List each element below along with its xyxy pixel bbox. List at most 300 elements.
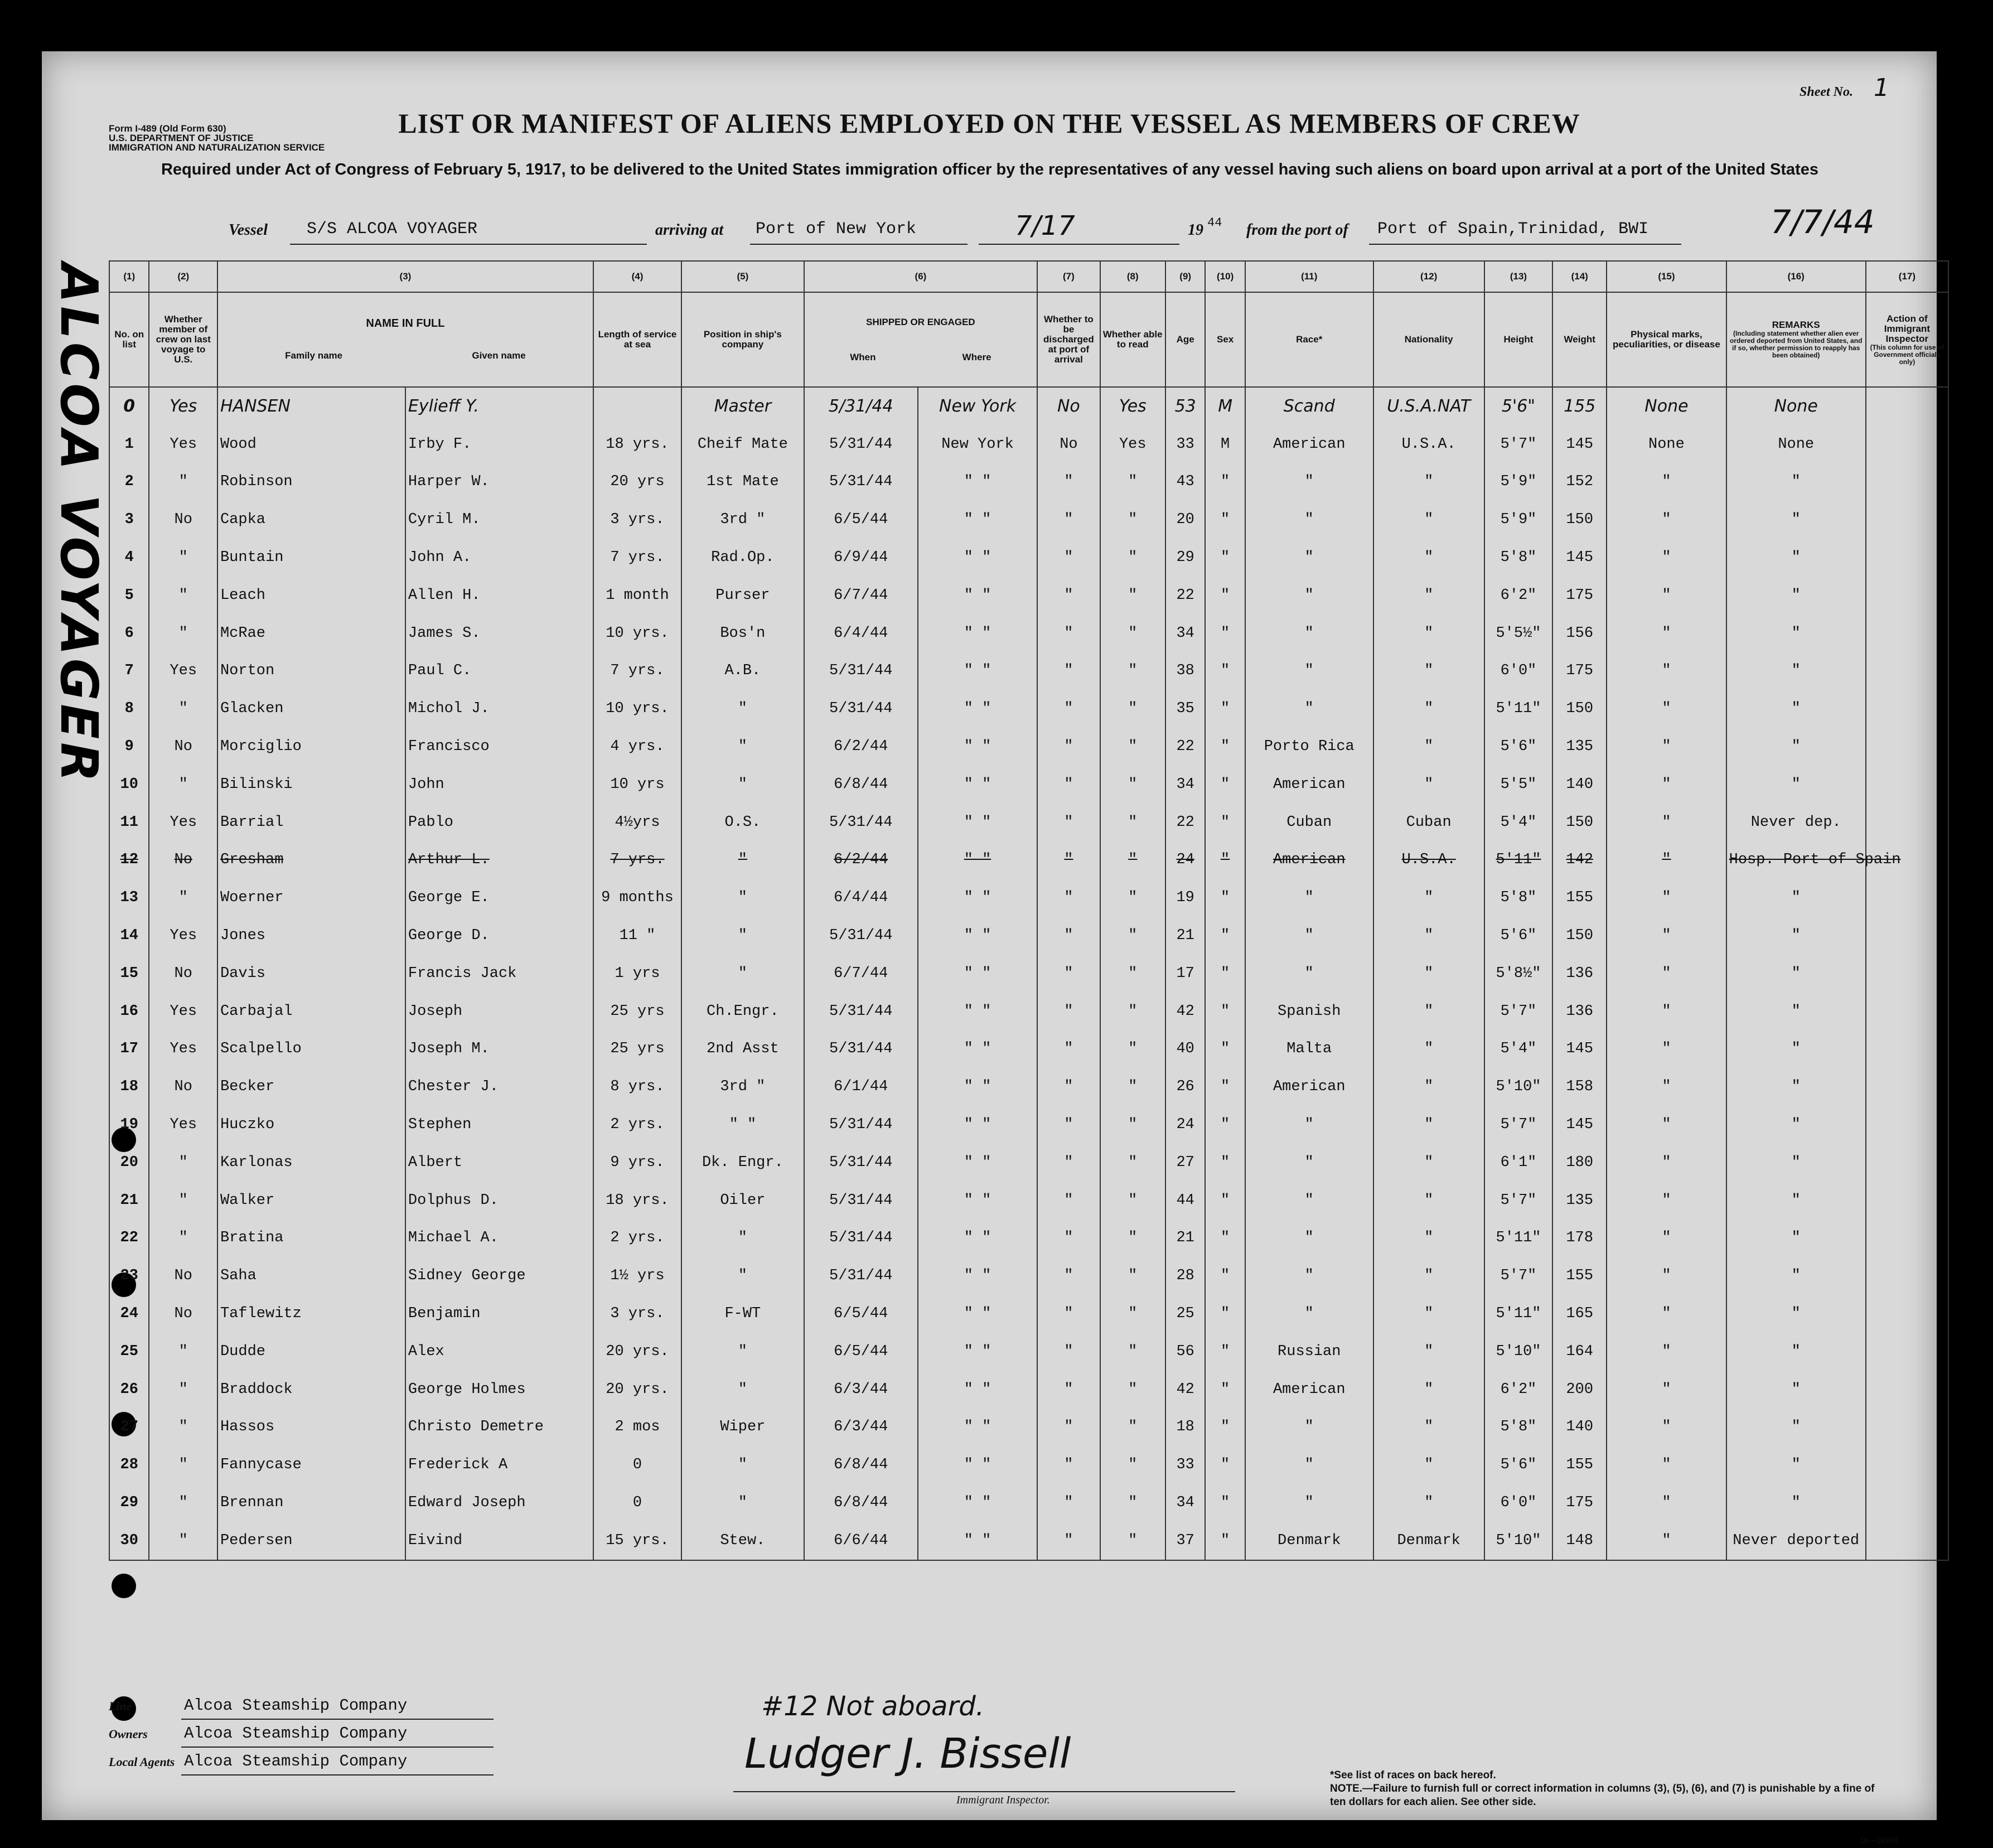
cell-able-to-read: " [1100, 804, 1165, 841]
cell-length-of-service: 9 yrs. [593, 1144, 681, 1182]
cell-physical-marks: " [1607, 1371, 1726, 1409]
table-row [109, 993, 1948, 1031]
cell-nationality: " [1373, 539, 1484, 577]
cell-age: 21 [1165, 917, 1205, 955]
cell-able-to-read: " [1100, 1068, 1165, 1106]
cell-action [1866, 1144, 1948, 1182]
table-row [109, 501, 1948, 539]
cell-given-name: John [405, 766, 593, 804]
cell-position: " [681, 690, 804, 728]
cell-physical-marks: " [1607, 993, 1726, 1031]
cell-shipped-where: " " [918, 539, 1037, 577]
cell-sex: " [1205, 879, 1245, 917]
cell-race: " [1245, 615, 1373, 652]
cell-shipped-where: " " [918, 1220, 1037, 1257]
col-header-6: (6) [804, 261, 1038, 292]
cell-given-name: George D. [405, 917, 593, 955]
cell-physical-marks: " [1607, 766, 1726, 804]
cell-action [1866, 615, 1948, 652]
arriving-port: Port of New York [756, 220, 917, 239]
cell-row-number: 1 [109, 425, 149, 463]
from-port-label: from the port of [1246, 221, 1348, 239]
table-row [109, 1106, 1948, 1144]
cell-nationality: " [1373, 917, 1484, 955]
cell-position: " [681, 728, 804, 766]
cell-remarks: " [1726, 1144, 1866, 1182]
cell-family-name: Karlonas [217, 1144, 405, 1182]
crew-manifest-table [109, 260, 1949, 1561]
cell-discharged: " [1037, 1484, 1100, 1522]
cell-shipped-when: 6/1/44 [804, 1068, 918, 1106]
cell-shipped-when: 6/3/44 [804, 1409, 918, 1447]
header-given-name: Given name [472, 350, 526, 361]
table-row [109, 879, 1948, 917]
cell-row-number: 24 [109, 1295, 149, 1333]
cell-given-name: Sidney George [405, 1257, 593, 1295]
header-position: Position in ship's company [681, 292, 804, 387]
cell-length-of-service: 11 " [593, 917, 681, 955]
cell-height: 5'7" [1484, 1106, 1553, 1144]
cell-sex: " [1205, 1484, 1245, 1522]
cell-height: 5'4" [1484, 804, 1553, 841]
manifest-sheet [42, 51, 1944, 1845]
cell-sex: " [1205, 955, 1245, 993]
cell-age: 22 [1165, 577, 1205, 615]
cell-shipped-when: 5/31/44 [804, 917, 918, 955]
cell-action [1866, 917, 1948, 955]
col-header-15: (15) [1607, 261, 1726, 292]
cell-shipped-where: " " [918, 1182, 1037, 1220]
cell-physical-marks: " [1607, 1522, 1726, 1560]
cell-physical-marks: " [1607, 1295, 1726, 1333]
cell-able-to-read: Yes [1100, 425, 1165, 463]
header-family-name: Family name [285, 350, 343, 361]
cell-weight: 175 [1552, 652, 1607, 690]
cell-remarks: " [1726, 917, 1866, 955]
cell-age: 38 [1165, 652, 1205, 690]
cell-length-of-service: 2 yrs. [593, 1106, 681, 1144]
cell-row-number: 6 [109, 615, 149, 652]
cell-shipped-when: 5/31/44 [804, 1257, 918, 1295]
cell-previous-voyage: No [149, 1257, 217, 1295]
cell-weight: 180 [1552, 1144, 1607, 1182]
cell-age: 42 [1165, 1371, 1205, 1409]
cell-nationality: " [1373, 1409, 1484, 1447]
cell-able-to-read: " [1100, 690, 1165, 728]
cell-length-of-service: 7 yrs. [593, 539, 681, 577]
cell-position: " [681, 1484, 804, 1522]
cell-height: 5'7" [1484, 993, 1553, 1031]
cell-family-name: McRae [217, 615, 405, 652]
cell-family-name: Pedersen [217, 1522, 405, 1560]
cell-able-to-read: " [1100, 879, 1165, 917]
cell-action [1866, 1106, 1948, 1144]
table-row [109, 917, 1948, 955]
cell-height: 5'6" [1484, 728, 1553, 766]
cell-given-name: Albert [405, 1144, 593, 1182]
footer-note-races: *See list of races on back hereof. [1330, 1769, 1496, 1781]
cell-nationality: " [1373, 501, 1484, 539]
cell-able-to-read: Yes [1100, 387, 1165, 425]
header-height: Height [1484, 292, 1553, 387]
cell-race: Cuban [1245, 804, 1373, 841]
cell-physical-marks: " [1607, 1484, 1726, 1522]
cell-length-of-service: 20 yrs. [593, 1371, 681, 1409]
cell-length-of-service: 3 yrs. [593, 1295, 681, 1333]
cell-height: 5'4" [1484, 1031, 1553, 1068]
cell-row-number: 12 [109, 841, 149, 879]
cell-height: 5'10" [1484, 1068, 1553, 1106]
cell-shipped-where: " " [918, 841, 1037, 879]
cell-discharged: No [1037, 425, 1100, 463]
cell-shipped-when: 6/4/44 [804, 879, 918, 917]
header-action: Action of Immigrant Inspector (This column for use of Government officials only) [1866, 292, 1948, 387]
cell-remarks: " [1726, 577, 1866, 615]
cell-race: " [1245, 917, 1373, 955]
from-port: Port of Spain,Trinidad, BWI [1377, 220, 1649, 239]
cell-previous-voyage: Yes [149, 1106, 217, 1144]
table-row [109, 577, 1948, 615]
cell-sex: M [1205, 387, 1245, 425]
cell-length-of-service: 4½yrs [593, 804, 681, 841]
cell-able-to-read: " [1100, 1295, 1165, 1333]
cell-discharged: " [1037, 1257, 1100, 1295]
cell-able-to-read: " [1100, 1484, 1165, 1522]
cell-shipped-when: 5/31/44 [804, 690, 918, 728]
signature-line [733, 1791, 1235, 1792]
cell-shipped-where: " " [918, 1257, 1037, 1295]
cell-length-of-service: 18 yrs. [593, 425, 681, 463]
cell-previous-voyage: " [149, 577, 217, 615]
cell-remarks: " [1726, 1409, 1866, 1447]
cell-family-name: Barrial [217, 804, 405, 841]
cell-able-to-read: " [1100, 917, 1165, 955]
cell-height: 5'10" [1484, 1333, 1553, 1371]
header-weight: Weight [1552, 292, 1607, 387]
cell-previous-voyage: " [149, 1446, 217, 1484]
cell-row-number: 22 [109, 1220, 149, 1257]
cell-given-name: Dolphus D. [405, 1182, 593, 1220]
cell-shipped-when: 6/3/44 [804, 1371, 918, 1409]
cell-length-of-service: 2 mos [593, 1409, 681, 1447]
header-where: Where [962, 351, 991, 362]
cell-previous-voyage: " [149, 1182, 217, 1220]
cell-family-name: HANSEN [217, 387, 405, 425]
cell-shipped-when: 5/31/44 [804, 1220, 918, 1257]
cell-shipped-when: 6/8/44 [804, 766, 918, 804]
header-nationality: Nationality [1373, 292, 1484, 387]
cell-height: 5'5" [1484, 766, 1553, 804]
cell-able-to-read: " [1100, 1522, 1165, 1560]
cell-shipped-where: " " [918, 955, 1037, 993]
line-value: Alcoa Steamship Company [184, 1696, 408, 1715]
cell-race: " [1245, 1484, 1373, 1522]
cell-age: 28 [1165, 1257, 1205, 1295]
cell-weight: 150 [1552, 917, 1607, 955]
cell-weight: 155 [1552, 387, 1607, 425]
cell-height: 5'11" [1484, 1220, 1553, 1257]
cell-sex: " [1205, 1371, 1245, 1409]
cell-position: Wiper [681, 1409, 804, 1447]
cell-able-to-read: " [1100, 1220, 1165, 1257]
cell-action [1866, 690, 1948, 728]
cell-row-number: 0 [109, 387, 149, 425]
cell-race: American [1245, 1371, 1373, 1409]
col-header-7: (7) [1037, 261, 1100, 292]
cell-row-number: 28 [109, 1446, 149, 1484]
cell-shipped-where: " " [918, 804, 1037, 841]
col-header-5: (5) [681, 261, 804, 292]
cell-given-name: Christo Demetre [405, 1409, 593, 1447]
cell-shipped-when: 6/4/44 [804, 615, 918, 652]
cell-race: Spanish [1245, 993, 1373, 1031]
cell-previous-voyage: Yes [149, 804, 217, 841]
cell-action [1866, 1409, 1948, 1447]
cell-physical-marks: " [1607, 1257, 1726, 1295]
cell-previous-voyage: No [149, 955, 217, 993]
cell-discharged: " [1037, 539, 1100, 577]
sheet-label: Sheet No. [1799, 85, 1853, 99]
cell-able-to-read: " [1100, 652, 1165, 690]
cell-previous-voyage: " [149, 1333, 217, 1371]
cell-given-name: Pablo [405, 804, 593, 841]
cell-weight: 140 [1552, 766, 1607, 804]
cell-age: 19 [1165, 879, 1205, 917]
cell-length-of-service: 18 yrs. [593, 1182, 681, 1220]
page-subtitle: Required under Act of Congress of February 5, 1917, to be delivered to the United States immigration officer by the representatives of any vessel having such aliens on board upon arrival at a port of the United States [161, 161, 1819, 178]
cell-row-number: 25 [109, 1333, 149, 1371]
cell-position: O.S. [681, 804, 804, 841]
cell-family-name: Glacken [217, 690, 405, 728]
table-row [109, 1333, 1948, 1371]
header-remarks: REMARKS (Including statement whether alien ever ordered deported from United States, and if so, whether permission to reapply has been obtained) [1726, 292, 1866, 387]
cell-nationality: " [1373, 1371, 1484, 1409]
cell-weight: 175 [1552, 1484, 1607, 1522]
cell-remarks: " [1726, 501, 1866, 539]
cell-age: 40 [1165, 1031, 1205, 1068]
cell-age: 18 [1165, 1409, 1205, 1447]
cell-action [1866, 425, 1948, 463]
cell-length-of-service: 1 month [593, 577, 681, 615]
cell-length-of-service: 10 yrs [593, 766, 681, 804]
cell-discharged: " [1037, 577, 1100, 615]
cell-shipped-when: 6/7/44 [804, 955, 918, 993]
cell-discharged: " [1037, 841, 1100, 879]
cell-age: 33 [1165, 1446, 1205, 1484]
cell-race: " [1245, 1220, 1373, 1257]
cell-shipped-when: 5/31/44 [804, 652, 918, 690]
arrival-date: 7/17 [1015, 210, 1075, 241]
cell-family-name: Brennan [217, 1484, 405, 1522]
cell-nationality: " [1373, 1257, 1484, 1295]
cell-discharged: " [1037, 879, 1100, 917]
cell-position: " [681, 955, 804, 993]
cell-height: 5'7" [1484, 1182, 1553, 1220]
cell-able-to-read: " [1100, 501, 1165, 539]
cell-family-name: Robinson [217, 463, 405, 501]
cell-physical-marks: " [1607, 652, 1726, 690]
cell-remarks: " [1726, 766, 1866, 804]
col-header-10: (10) [1205, 261, 1245, 292]
owners-label: Owners [109, 1727, 148, 1741]
print-code: 16—19249 [1860, 1836, 1898, 1845]
cell-physical-marks: " [1607, 463, 1726, 501]
service-name: IMMIGRATION AND NATURALIZATION SERVICE [109, 142, 325, 153]
cell-family-name: Jones [217, 917, 405, 955]
cell-race: " [1245, 1295, 1373, 1333]
cell-able-to-read: " [1100, 577, 1165, 615]
vessel-name: S/S ALCOA VOYAGER [307, 220, 478, 239]
cell-nationality: " [1373, 1144, 1484, 1182]
table-row [109, 1446, 1948, 1484]
cell-row-number: 26 [109, 1371, 149, 1409]
cell-remarks: None [1726, 387, 1866, 425]
cell-nationality: U.S.A.NAT [1373, 387, 1484, 425]
cell-row-number: 19 [109, 1106, 149, 1144]
cell-given-name: Harper W. [405, 463, 593, 501]
cell-family-name: Gresham [217, 841, 405, 879]
cell-discharged: " [1037, 690, 1100, 728]
cell-weight: 155 [1552, 1257, 1607, 1295]
header-length-service: Length of service at sea [593, 292, 681, 387]
cell-row-number: 3 [109, 501, 149, 539]
cell-remarks: " [1726, 955, 1866, 993]
cell-remarks: " [1726, 1371, 1866, 1409]
cell-weight: 150 [1552, 804, 1607, 841]
cell-family-name: Buntain [217, 539, 405, 577]
cell-position: " [681, 879, 804, 917]
cell-discharged: " [1037, 728, 1100, 766]
cell-able-to-read: " [1100, 841, 1165, 879]
cell-sex: " [1205, 1144, 1245, 1182]
cell-row-number: 11 [109, 804, 149, 841]
cell-row-number: 2 [109, 463, 149, 501]
col-header-8: (8) [1100, 261, 1165, 292]
cell-physical-marks: None [1607, 425, 1726, 463]
vessel-label: Vessel [229, 221, 268, 239]
sheet-number: 1 [1874, 74, 1889, 102]
cell-length-of-service: 2 yrs. [593, 1220, 681, 1257]
cell-remarks: Never deported [1726, 1522, 1866, 1560]
cell-length-of-service: 1 yrs [593, 955, 681, 993]
cell-sex: " [1205, 615, 1245, 652]
side-stamp: ALCOA VOYAGER [49, 263, 109, 786]
cell-shipped-where: " " [918, 1144, 1037, 1182]
cell-able-to-read: " [1100, 728, 1165, 766]
cell-length-of-service: 15 yrs. [593, 1522, 681, 1560]
cell-previous-voyage: Yes [149, 993, 217, 1031]
footer-note-fine: NOTE.—Failure to furnish full or correct information in columns (3), (5), (6), and (7) is punishable by a fine of ten dollars for each alien. See other side. [1330, 1783, 1875, 1808]
cell-able-to-read: " [1100, 766, 1165, 804]
cell-sex: " [1205, 690, 1245, 728]
cell-age: 27 [1165, 1144, 1205, 1182]
cell-sex: " [1205, 1031, 1245, 1068]
vessel-underline [290, 244, 647, 245]
table-row [109, 804, 1948, 841]
cell-able-to-read: " [1100, 1446, 1165, 1484]
cell-height: 5'8" [1484, 1409, 1553, 1447]
agents-label: Local Agents [109, 1755, 175, 1769]
cell-height: 5'7" [1484, 425, 1553, 463]
cell-action [1866, 1068, 1948, 1106]
cell-given-name: Benjamin [405, 1295, 593, 1333]
col-header-12: (12) [1373, 261, 1484, 292]
cell-action [1866, 1257, 1948, 1295]
col-header-16: (16) [1726, 261, 1866, 292]
cell-length-of-service: 0 [593, 1484, 681, 1522]
cell-previous-voyage: Yes [149, 917, 217, 955]
cell-shipped-where: " " [918, 1068, 1037, 1106]
cell-age: 34 [1165, 766, 1205, 804]
cell-race: " [1245, 879, 1373, 917]
cell-nationality: " [1373, 766, 1484, 804]
cell-action [1866, 1031, 1948, 1068]
cell-discharged: No [1037, 387, 1100, 425]
cell-remarks: " [1726, 728, 1866, 766]
cell-race: American [1245, 1068, 1373, 1106]
cell-given-name: Alex [405, 1333, 593, 1371]
cell-remarks: " [1726, 993, 1866, 1031]
cell-length-of-service: 25 yrs [593, 993, 681, 1031]
cell-shipped-when: 5/31/44 [804, 804, 918, 841]
cell-age: 20 [1165, 501, 1205, 539]
cell-given-name: John A. [405, 539, 593, 577]
cell-previous-voyage: No [149, 501, 217, 539]
cell-weight: 200 [1552, 1371, 1607, 1409]
cell-length-of-service: 7 yrs. [593, 841, 681, 879]
cell-age: 35 [1165, 690, 1205, 728]
cell-height: 6'2" [1484, 577, 1553, 615]
header-race: Race* [1245, 292, 1373, 387]
table-row [109, 1031, 1948, 1068]
cell-given-name: Irby F. [405, 425, 593, 463]
table-row [109, 615, 1948, 652]
cell-row-number: 7 [109, 652, 149, 690]
cell-race: Porto Rica [1245, 728, 1373, 766]
cell-action [1866, 1182, 1948, 1220]
cell-race: " [1245, 1409, 1373, 1447]
cell-shipped-when: 5/31/44 [804, 387, 918, 425]
cell-nationality: " [1373, 993, 1484, 1031]
col-header-17: (17) [1866, 261, 1948, 292]
cell-position: 2nd Asst [681, 1031, 804, 1068]
cell-remarks: " [1726, 615, 1866, 652]
col-header-9: (9) [1165, 261, 1205, 292]
inspector-signature: Ludger J. Bissell [744, 1730, 1071, 1778]
cell-previous-voyage: " [149, 463, 217, 501]
cell-shipped-when: 5/31/44 [804, 1031, 918, 1068]
cell-action [1866, 879, 1948, 917]
cell-row-number: 16 [109, 993, 149, 1031]
cell-age: 53 [1165, 387, 1205, 425]
cell-remarks: " [1726, 463, 1866, 501]
cell-discharged: " [1037, 1295, 1100, 1333]
cell-family-name: Walker [217, 1182, 405, 1220]
cell-position: A.B. [681, 652, 804, 690]
cell-discharged: " [1037, 1144, 1100, 1182]
col-header-13: (13) [1484, 261, 1553, 292]
cell-remarks: None [1726, 425, 1866, 463]
cell-family-name: Huczko [217, 1106, 405, 1144]
cell-remarks: " [1726, 652, 1866, 690]
cell-row-number: 5 [109, 577, 149, 615]
cell-discharged: " [1037, 1522, 1100, 1560]
cell-family-name: Bilinski [217, 766, 405, 804]
cell-age: 24 [1165, 841, 1205, 879]
cell-length-of-service: 25 yrs [593, 1031, 681, 1068]
cell-nationality: " [1373, 1484, 1484, 1522]
cell-able-to-read: " [1100, 1371, 1165, 1409]
